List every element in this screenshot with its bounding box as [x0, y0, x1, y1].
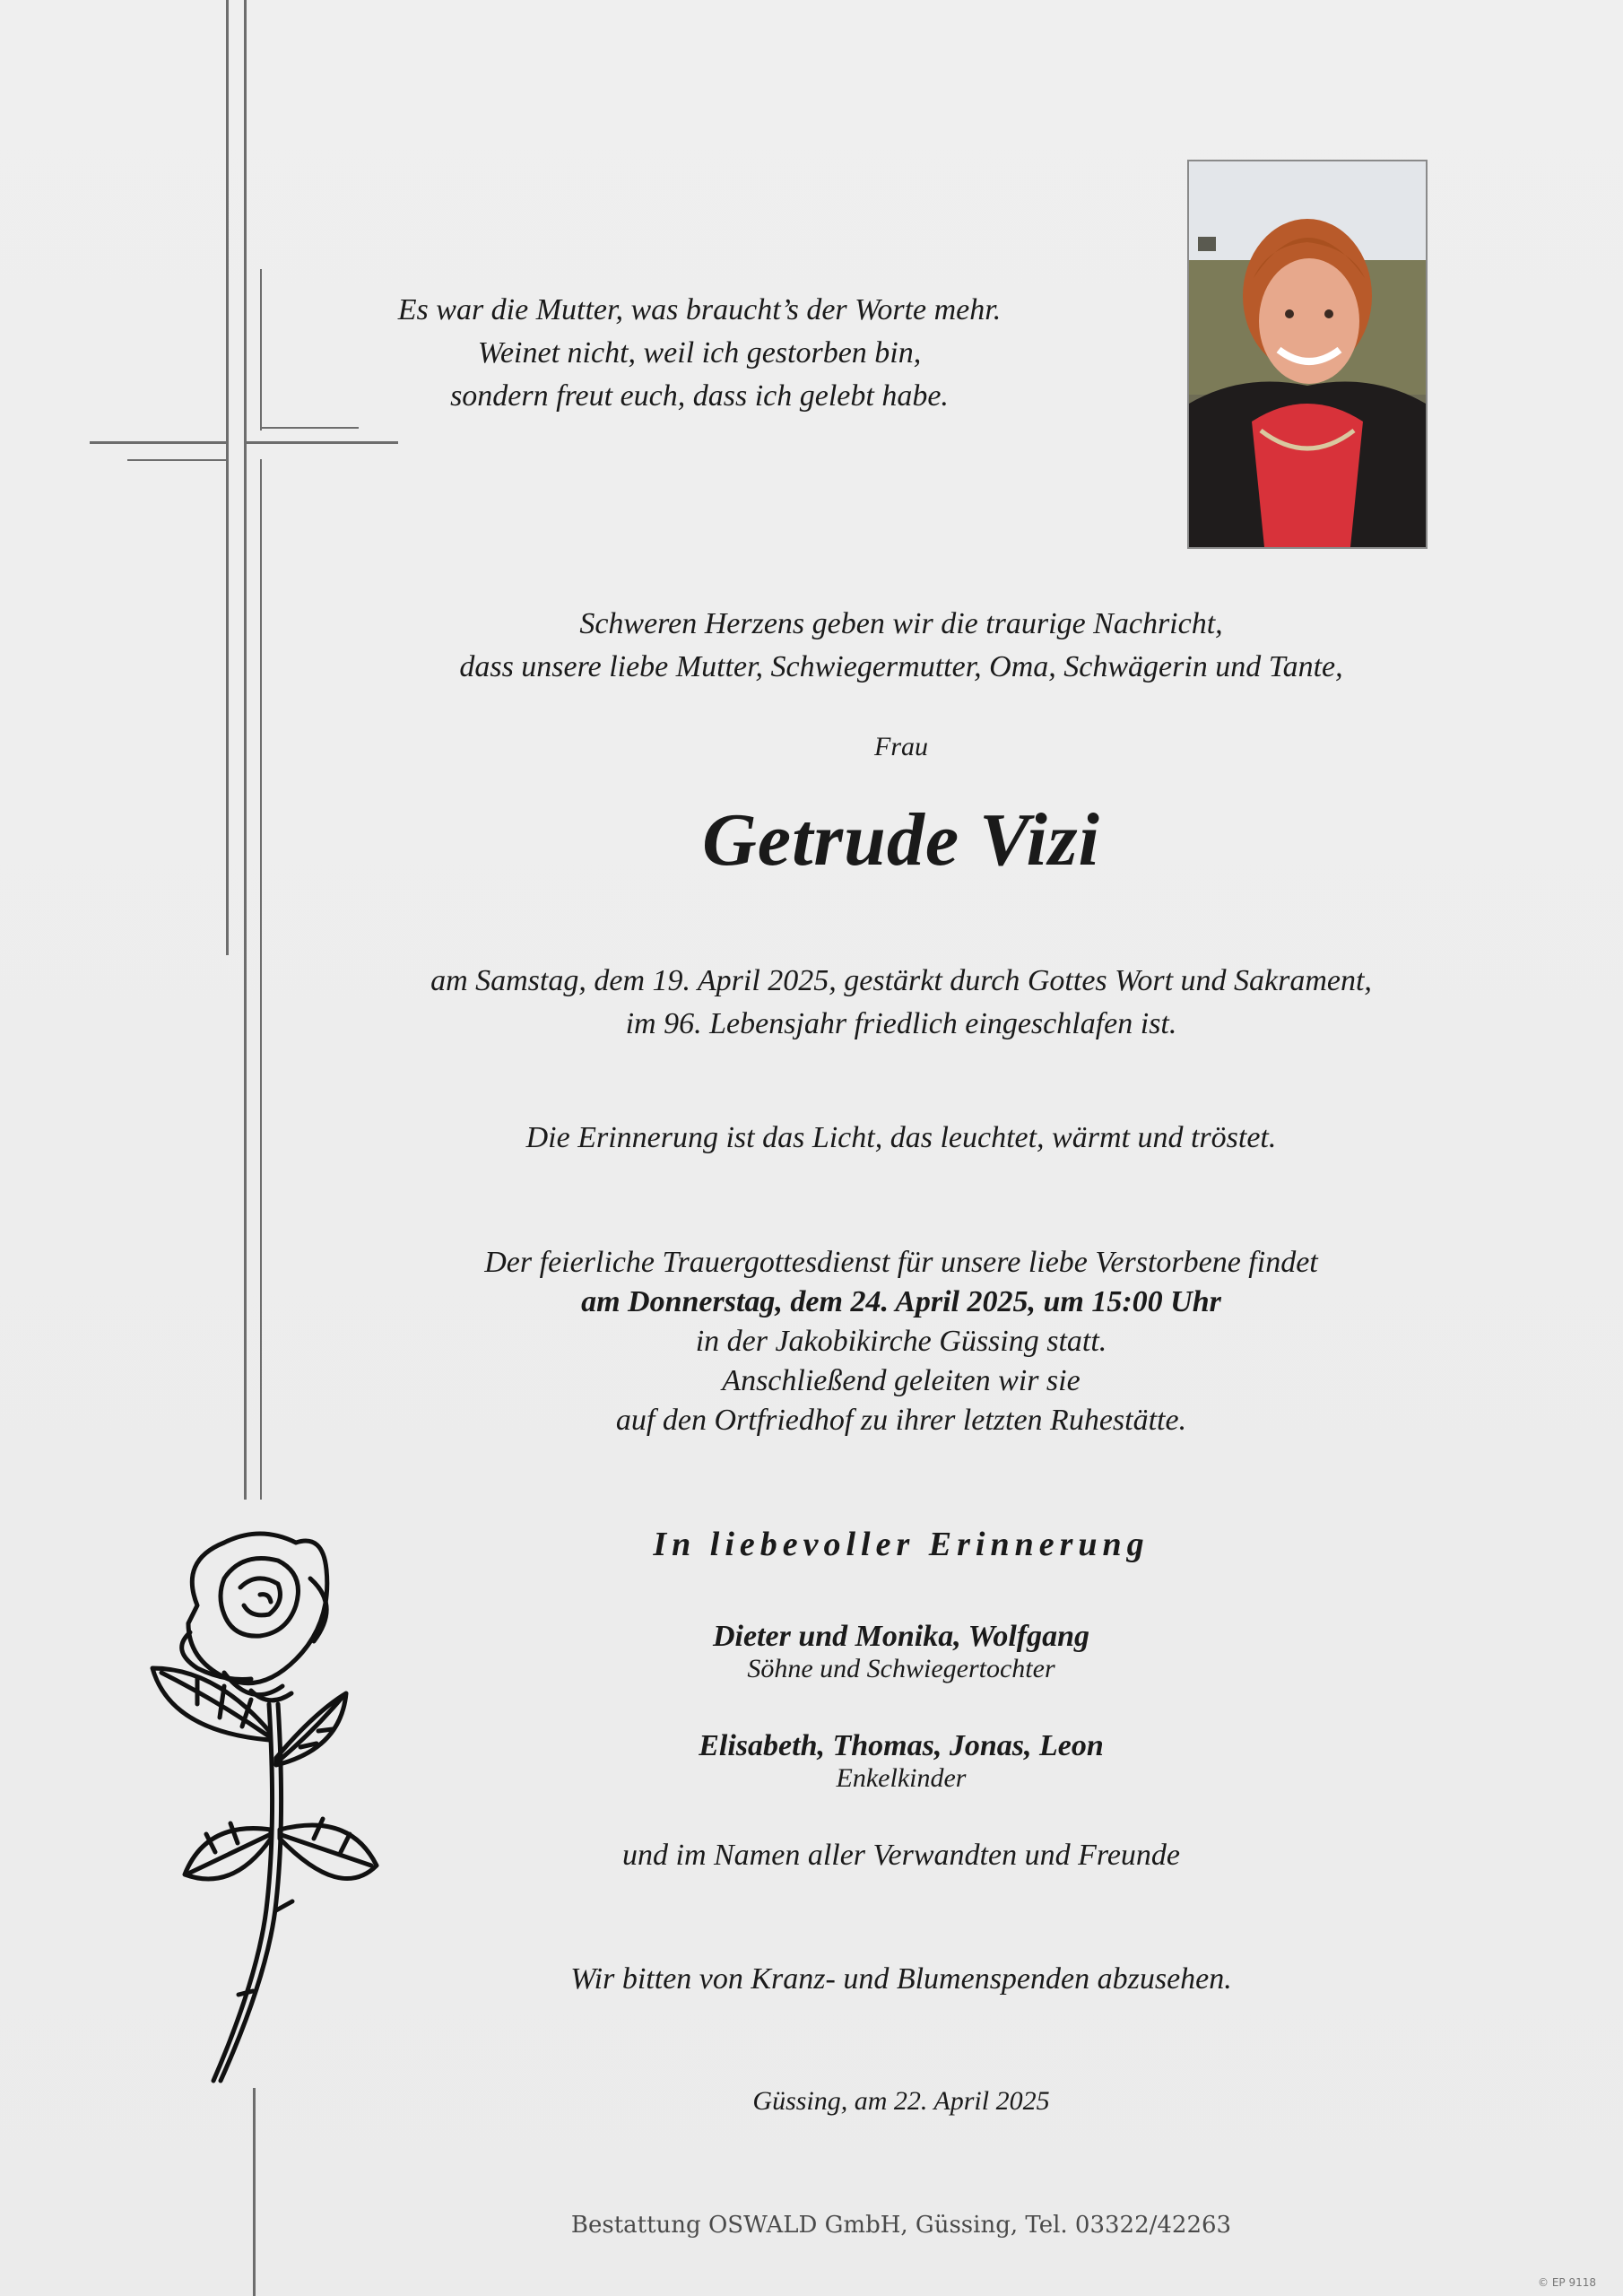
donation-request: Wir bitten von Kranz- und Blumenspenden abzusehen. [570, 1962, 1232, 1996]
relatives-line: und im Namen aller Verwandten und Freunde [622, 1839, 1180, 1872]
mourner-names: Dieter und Monika, Wolfgang [712, 1620, 1090, 1653]
poem-line: sondern freut euch, dass ich gelebt habe. [450, 379, 949, 413]
portrait-image [1189, 161, 1426, 547]
intro-line: Schweren Herzens geben wir die traurige Nachricht, [579, 607, 1223, 640]
mourner-relation: Söhne und Schwiegertochter [747, 1654, 1055, 1683]
cross-horizontal-left-low [127, 459, 229, 461]
service-line: Anschließend geleiten wir sie [722, 1364, 1081, 1397]
cross-horizontal-right [244, 441, 398, 444]
poem-line: Es war die Mutter, was braucht’s der Worte mehr. [397, 293, 1002, 326]
death-notice [341, 960, 1462, 1046]
service-line: Der feierliche Trauergottesdienst für unsere liebe Verstorbene findet [484, 1246, 1318, 1279]
mourner-group [341, 1620, 1462, 1684]
mourner-group [341, 1729, 1462, 1794]
funeral-home: Bestattung OSWALD GmbH, Güssing, Tel. 03322/42263 [570, 2212, 1232, 2239]
poem-line: Weinet nicht, weil ich gestorben bin, [477, 336, 922, 370]
service-details [341, 1243, 1462, 1440]
service-date: am Donnerstag, dem 24. April 2025, um 15:00 Uhr [581, 1285, 1221, 1318]
portrait-photo [1187, 160, 1428, 549]
place-date: Güssing, am 22. April 2025 [752, 2086, 1050, 2116]
in-memory-heading: In liebevoller Erinnerung [653, 1526, 1150, 1563]
death-notice-line: im 96. Lebensjahr friedlich eingeschlafen ist. [625, 1007, 1177, 1040]
mourner-names: Elisabeth, Thomas, Jonas, Leon [699, 1729, 1104, 1762]
mourner-relation: Enkelkinder [836, 1763, 967, 1793]
rose-icon [135, 1525, 404, 2099]
cross-vertical-inner-low [260, 459, 262, 1500]
cross-vertical-bottom [253, 2088, 256, 2296]
salutation: Frau [874, 732, 928, 761]
service-line: auf den Ortfriedhof zu ihrer letzten Ruhestätte. [615, 1404, 1187, 1437]
cross-horizontal-right-up [260, 427, 359, 429]
service-line: in der Jakobikirche Güssing statt. [695, 1325, 1107, 1358]
cross-horizontal-main [90, 441, 229, 444]
memorial-quote: Die Erinnerung ist das Licht, das leuchtet, wärmt und tröstet. [525, 1121, 1277, 1154]
poem [278, 289, 1121, 418]
intro-line: dass unsere liebe Mutter, Schwiegermutter, Oma, Schwägerin und Tante, [459, 650, 1343, 683]
intro-text [341, 603, 1462, 689]
deceased-name: Getrude Vizi [702, 798, 1100, 882]
document-code: © EP 9118 [1538, 2276, 1596, 2289]
cross-vertical-left [226, 0, 229, 955]
cross-vertical-inner [260, 269, 262, 430]
cross-vertical-right [244, 0, 247, 1500]
death-notice-line: am Samstag, dem 19. April 2025, gestärkt durch Gottes Wort und Sakrament, [430, 964, 1372, 997]
